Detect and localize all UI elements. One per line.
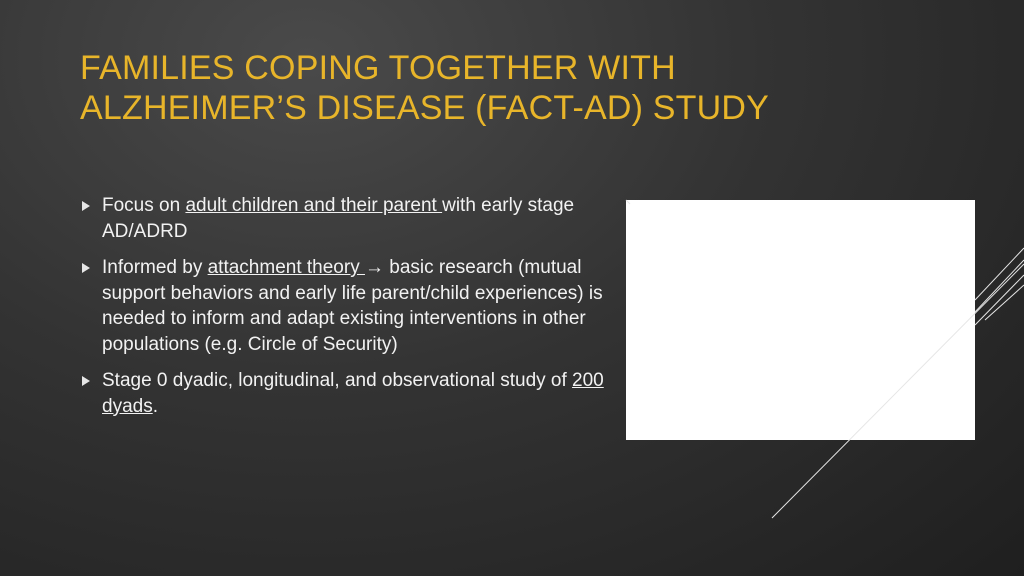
deco-line — [985, 285, 1024, 320]
adult-children-link[interactable]: adult children and their parent — [185, 195, 443, 216]
bullet-arrow-icon — [82, 201, 90, 211]
attachment-theory-link[interactable]: attachment theory — [207, 257, 365, 278]
deco-line — [975, 275, 1024, 325]
bullet-text: Informed by — [102, 257, 208, 278]
bullet-text: Focus on — [102, 195, 186, 216]
bullet-list — [80, 193, 605, 430]
bullet-item-attachment-theory — [80, 255, 605, 357]
bullet-arrow-icon — [82, 263, 90, 273]
deco-line — [975, 248, 1024, 300]
bullet-item-stage-0 — [80, 368, 605, 419]
bullet-text: basic research (mutual support behaviors and early life parent/child experiences) is needed to inform and adapt existing interventions in other populations (e.g. Circle of Security) — [102, 257, 603, 355]
bullet-text: with early stage AD/ADRD — [102, 195, 575, 242]
slide-title-line-2: ALZHEIMER’S DISEASE (FACT-AD) STUDY — [80, 89, 769, 127]
right-arrow-icon: → — [364, 257, 384, 278]
slide-title — [80, 48, 900, 128]
200-dyads-link[interactable]: 200 dyads — [102, 370, 604, 417]
corner-mark — [0, 0, 20, 4]
bullet-arrow-icon — [82, 376, 90, 386]
slide-title-line-1: FAMILIES COPING TOGETHER WITH — [80, 49, 676, 87]
deco-line — [975, 260, 1024, 312]
bullet-item-focus — [80, 193, 605, 244]
image-placeholder — [626, 200, 975, 440]
bullet-text: Stage 0 dyadic, longitudinal, and observational study of — [102, 370, 573, 391]
bullet-text: . — [152, 395, 158, 417]
